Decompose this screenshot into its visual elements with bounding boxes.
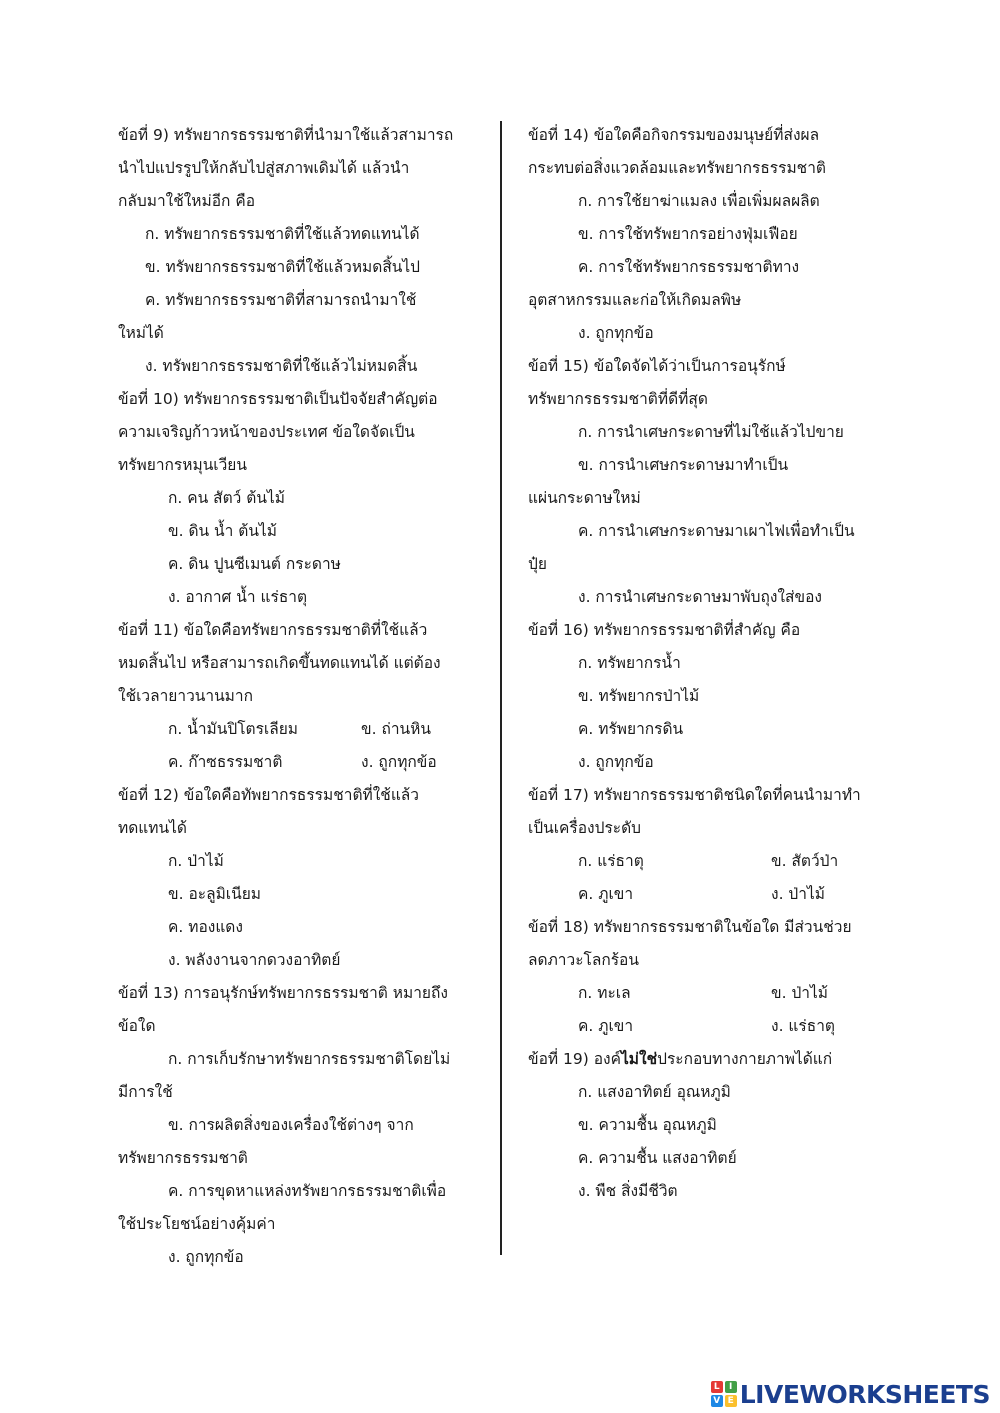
question-12-option-d[interactable]: ง. พลังงานจากดวงอาทิตย์ [168, 951, 341, 969]
column-divider [500, 121, 502, 1255]
question-12-option-b[interactable]: ข. อะลูมิเนียม [168, 885, 261, 903]
question-18-line-1: ข้อที่ 18) ทรัพยากรธรรมชาติในข้อใด มีส่วนช่วย [528, 918, 852, 936]
question-11-options-row-2 [118, 746, 480, 779]
question-15-option-b[interactable]: ข. การนำเศษกระดาษมาทำเป็น [578, 456, 789, 474]
question-10-line-2: ความเจริญก้าวหน้าของประเทศ ข้อใดจัดเป็น [118, 423, 415, 441]
question-9-option-d[interactable]: ง. ทรัพยากรธรรมชาติที่ใช้แล้วไม่หมดสิ้น [145, 357, 418, 375]
question-13-option-b-cont[interactable]: ทรัพยากรธรรมชาติ [118, 1149, 248, 1167]
question-17-option-a[interactable]: ก. แร่ธาตุ [578, 852, 644, 870]
question-11-option-b[interactable]: ข. ถ่านหิน [361, 720, 431, 738]
question-12-line-2: ทดแทนได้ [118, 819, 187, 837]
question-9-option-c-cont[interactable]: ใหม่ได้ [118, 324, 164, 342]
question-19-option-a[interactable]: ก. แสงอาทิตย์ อุณหภูมิ [578, 1083, 731, 1101]
question-15-line-1: ข้อที่ 15) ข้อใดจัดได้ว่าเป็นการอนุรักษ์ [528, 357, 786, 375]
question-11-option-c[interactable]: ค. ก๊าซธรรมชาติ [168, 753, 283, 771]
question-14-line-1: ข้อที่ 14) ข้อใดคือกิจกรรมของมนุษย์ที่ส่งผล [528, 126, 820, 144]
question-19-prefix: ข้อที่ 19) องค์ [528, 1050, 621, 1068]
question-17-options-row-2 [528, 878, 878, 911]
question-9-line-1: ข้อที่ 9) ทรัพยากรธรรมชาติที่นำมาใช้แล้วสามารถ [118, 126, 454, 144]
question-14-line-2: กระทบต่อสิ่งแวดล้อมและทรัพยากรธรรมชาติ [528, 159, 826, 177]
question-19-suffix: ประกอบทางกายภาพได้แก่ [657, 1050, 833, 1068]
question-13-line-2: ข้อใด [118, 1017, 156, 1035]
question-13-option-d[interactable]: ง. ถูกทุกข้อ [168, 1248, 244, 1266]
question-10-option-d[interactable]: ง. อากาศ น้ำ แร่ธาตุ [168, 588, 308, 606]
question-11-option-d[interactable]: ง. ถูกทุกข้อ [361, 753, 437, 771]
question-11-option-a[interactable]: ก. น้ำมันปิโตรเลียม [168, 720, 299, 738]
question-10-option-b[interactable]: ข. ดิน น้ำ ต้นไม้ [168, 522, 277, 540]
question-10-option-c[interactable]: ค. ดิน ปูนซีเมนต์ กระดาษ [168, 555, 341, 573]
question-15-option-a[interactable]: ก. การนำเศษกระดาษที่ไม่ใช้แล้วไปขาย [578, 423, 844, 441]
question-13-option-a-cont[interactable]: มีการใช้ [118, 1083, 173, 1101]
question-19-emphasis: ไม่ใช่ [621, 1050, 658, 1068]
logo-letter-e: E [725, 1395, 737, 1407]
question-19-line-1 [528, 1043, 878, 1076]
question-17-option-b[interactable]: ข. สัตว์ป่า [771, 852, 839, 870]
question-13-line-1: ข้อที่ 13) การอนุรักษ์ทรัพยากรธรรมชาติ หมายถึง [118, 984, 448, 1002]
question-9-line-2: นำไปแปรรูปให้กลับไปสู่สภาพเดิมได้ แล้วนำ [118, 159, 410, 177]
question-16-option-b[interactable]: ข. ทรัพยากรป่าไม้ [578, 687, 700, 705]
question-13-option-b[interactable]: ข. การผลิตสิ่งของเครื่องใช้ต่างๆ จาก [168, 1116, 414, 1134]
question-12-option-a[interactable]: ก. ป่าไม้ [168, 852, 224, 870]
question-19-option-c[interactable]: ค. ความชื้น แสงอาทิตย์ [578, 1149, 737, 1167]
question-19-option-b[interactable]: ข. ความชื้น อุณหภูมิ [578, 1116, 717, 1134]
liveworksheets-logo[interactable] [711, 1378, 990, 1410]
question-18-option-d[interactable]: ง. แร่ธาตุ [771, 1017, 835, 1035]
question-17-option-c[interactable]: ค. ภูเขา [578, 885, 634, 903]
liveworksheets-brand: LIVEWORKSHEETS [739, 1379, 990, 1409]
question-18-line-2: ลดภาวะโลกร้อน [528, 951, 639, 969]
question-13-option-c-cont[interactable]: ใช้ประโยชน์อย่างคุ้มค่า [118, 1215, 276, 1233]
question-18-options-row-2 [528, 1010, 878, 1043]
question-17-options-row-1 [528, 845, 878, 878]
question-17-line-2: เป็นเครื่องประดับ [528, 819, 641, 837]
question-15-option-c-cont[interactable]: ปุ๋ย [528, 555, 547, 573]
question-11-line-3: ใช้เวลายาวนานมาก [118, 687, 253, 705]
question-14-option-b[interactable]: ข. การใช้ทรัพยากรอย่างฟุ่มเฟือย [578, 225, 798, 243]
question-15-option-b-cont[interactable]: แผ่นกระดาษใหม่ [528, 489, 641, 507]
question-10-option-a[interactable]: ก. คน สัตว์ ต้นไม้ [168, 489, 285, 507]
question-17-option-d[interactable]: ง. ป่าไม้ [771, 885, 825, 903]
question-14-option-c[interactable]: ค. การใช้ทรัพยากรธรรมชาติทาง [578, 258, 800, 276]
question-17-line-1: ข้อที่ 17) ทรัพยากรธรรมชาติชนิดใดที่คนนำมาทำ [528, 786, 861, 804]
logo-letter-v: V [711, 1395, 723, 1407]
question-12-option-c[interactable]: ค. ทองแดง [168, 918, 243, 936]
question-16-option-c[interactable]: ค. ทรัพยากรดิน [578, 720, 684, 738]
question-9-line-3: กลับมาใช้ใหม่อีก คือ [118, 192, 256, 210]
question-19-option-d[interactable]: ง. พืช สิ่งมีชีวิต [578, 1182, 678, 1200]
question-10-line-1: ข้อที่ 10) ทรัพยากรธรรมชาติเป็นปัจจัยสำคัญต่อ [118, 390, 438, 408]
question-18-option-c[interactable]: ค. ภูเขา [578, 1017, 634, 1035]
question-15-option-d[interactable]: ง. การนำเศษกระดาษมาพับถุงใส่ของ [578, 588, 822, 606]
liveworksheets-logo-icon [711, 1381, 737, 1407]
question-11-options-row-1 [118, 713, 480, 746]
question-16-line-1: ข้อที่ 16) ทรัพยากรธรรมชาติที่สำคัญ คือ [528, 621, 801, 639]
question-14-option-a[interactable]: ก. การใช้ยาฆ่าแมลง เพื่อเพิ่มผลผลิต [578, 192, 820, 210]
question-15-line-2: ทรัพยากรธรรมชาติที่ดีที่สุด [528, 390, 708, 408]
logo-letter-l: L [711, 1381, 723, 1393]
question-9-option-b[interactable]: ข. ทรัพยากรธรรมชาติที่ใช้แล้วหมดสิ้นไป [145, 258, 421, 276]
question-13-option-c[interactable]: ค. การขุดหาแหล่งทรัพยากรธรรมชาติเพื่อ [168, 1182, 447, 1200]
question-15-option-c[interactable]: ค. การนำเศษกระดาษมาเผาไฟเพื่อทำเป็น [578, 522, 855, 540]
question-16-option-a[interactable]: ก. ทรัพยากรน้ำ [578, 654, 681, 672]
question-18-options-row-1 [528, 977, 878, 1010]
question-18-option-a[interactable]: ก. ทะเล [578, 984, 631, 1002]
question-11-line-2: หมดสิ้นไป หรือสามารถเกิดขึ้นทดแทนได้ แต่ต้อง [118, 654, 441, 672]
logo-letter-i: I [725, 1381, 737, 1393]
question-9-option-c[interactable]: ค. ทรัพยากรธรรมชาติที่สามารถนำมาใช้ [145, 291, 417, 309]
question-9-option-a[interactable]: ก. ทรัพยากรธรรมชาติที่ใช้แล้วทดแทนได้ [145, 225, 420, 243]
question-14-option-c-cont[interactable]: อุตสาหกรรมและก่อให้เกิดมลพิษ [528, 291, 742, 309]
question-11-line-1: ข้อที่ 11) ข้อใดคือทรัพยากรธรรมชาติที่ใช้แล้ว [118, 621, 428, 639]
right-column [528, 119, 878, 1208]
question-13-option-a[interactable]: ก. การเก็บรักษาทรัพยากรธรรมชาติโดยไม่ [168, 1050, 451, 1068]
question-12-line-1: ข้อที่ 12) ข้อใดคือทัพยากรธรรมชาติที่ใช้แล้ว [118, 786, 420, 804]
question-16-option-d[interactable]: ง. ถูกทุกข้อ [578, 753, 654, 771]
left-column [118, 119, 480, 1274]
question-10-line-3: ทรัพยากรหมุนเวียน [118, 456, 247, 474]
question-14-option-d[interactable]: ง. ถูกทุกข้อ [578, 324, 654, 342]
question-18-option-b[interactable]: ข. ป่าไม้ [771, 984, 829, 1002]
